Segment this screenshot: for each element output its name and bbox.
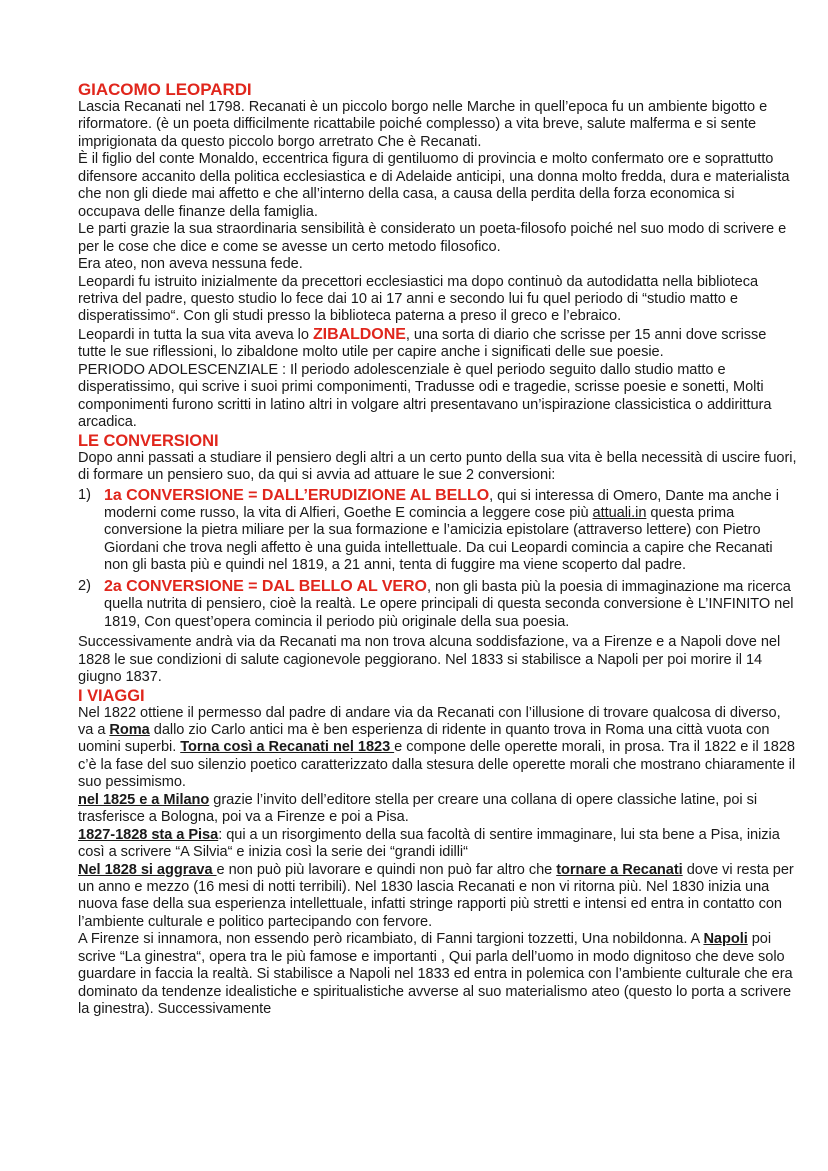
- text: Leopardi in tutta la sua vita aveva lo: [78, 326, 313, 343]
- intro-paragraph: Leopardi fu istruito inizialmente da precettori ecclesiastici ma dopo continuò da autodidatta nella biblioteca retriva del padre, questo studio lo fece dai 10 ai 17 anni e secondo lui fu quel periodo di “studio matto e disperatissimo“. Con gli studi presso la biblioteca paterna a preso il greco e l’ebraico.: [78, 273, 759, 325]
- text: , non gli basta più la poesia di immaginazione ma ricerca quella nutrita di pensiero, cioè la realtà. Le opere principali di questa seconda conversione è L’INFINITO nel 1819, Con quest’opera comincia il periodo più originale della sua poesia.: [104, 578, 794, 630]
- intro-paragraph: Era ateo, non aveva nessuna fede.: [78, 256, 303, 273]
- viaggi-paragraph: [78, 931, 798, 1018]
- pisa-emphasis: 1827-1828 sta a Pisa: [78, 826, 219, 843]
- document-page: [78, 81, 798, 1019]
- text: poi scrive “La ginestra“, opera tra le più famose e importanti , Qui parla dell’uomo in modo dignitoso che deve solo guardare in faccia la realtà. Si stabilisce a Napoli nel 1833 ed entra in polemica con l’ambiente culturale che era dominato da tendenze idealistiche e spiritualistiche avverse al suo materialismo ateo (questo lo porta a scrivere la ginestra). Successivamente: [78, 931, 793, 1018]
- intro-paragraph: Lascia Recanati nel 1798. Recanati è un piccolo borgo nelle Marche in quell’epoca fu un ambiente bigotto e riformatore. (è un poeta difficilmente ricattabile poiché complesso) a vita breve, salute malferma e si sente imprigionata da questo piccolo borgo arretrato Che è Recanati.: [78, 99, 768, 150]
- page-title: GIACOMO LEOPARDI: [78, 80, 252, 99]
- viaggi-paragraph: [78, 827, 798, 862]
- text: Nel 1822 ottiene il permesso dal padre di andare via da Recanati con l’illusione di trovare qualcosa di diverso, va a: [78, 704, 781, 738]
- text: grazie l’invito dell’editore stella per creare una collana di opere classiche latine, poi si trasferisce a Bologna, poi va a Firenze e poi a Pisa.: [78, 791, 758, 826]
- viaggi-paragraph: [78, 792, 798, 827]
- milano-emphasis: nel 1825 e a Milano: [78, 791, 210, 808]
- text: : qui a un risorgimento della sua facoltà di sentire immaginare, lui sta bene a Pisa, inizia così a scrivere “A Silvia“ e inizia così la serie dei “grandi idilli“: [78, 826, 780, 861]
- zibaldone-paragraph: [78, 326, 798, 362]
- text: A Firenze si innamora, non essendo però ricambiato, di Fanni targioni tozzetti, Una nobildonna. A: [78, 931, 704, 948]
- zibaldone-highlight: ZIBALDONE: [312, 325, 406, 343]
- text: , una sorta di diario che scrisse per 15 anni dove scrisse tutte le sue riflessioni, lo zibaldone molto utile per capire anche i significati delle sue poesie.: [78, 326, 767, 361]
- viaggi-paragraph: [78, 705, 798, 792]
- list-number: 1): [78, 486, 91, 503]
- text: questa prima conversione la pietra miliare per la sua formazione e l’amicizia epistolare (attraverso lettere) con Pietro Giordani che trova negli affetto è una guida intellettuale. Da cui Leopardi comincia a capire che Recanati non gli basta più e quindi nel 1819, a 21 anni, tenta di fuggire ma viene scoperto dal padre.: [104, 504, 773, 574]
- conversioni-intro: Dopo anni passati a studiare il pensiero degli altri a un certo punto della sua vita è bella necessità di uscire fuori, di formare un pensiero suo, da qui si avvia ad attuare le sue 2 conversioni:: [78, 449, 797, 484]
- section-heading-viaggi: I VIAGGI: [78, 686, 145, 705]
- viaggi-paragraph: [78, 862, 798, 932]
- list-number: 2): [78, 577, 91, 594]
- torna-emphasis: Torna così a Recanati nel 1823: [180, 739, 395, 756]
- conversione-highlight: 2a CONVERSIONE = DAL BELLO AL VERO: [104, 577, 427, 595]
- attuali-link[interactable]: attuali.in: [592, 504, 647, 521]
- section-heading-conversioni: LE CONVERSIONI: [78, 431, 219, 450]
- conversioni-list: [78, 487, 798, 632]
- intro-paragraph: È il figlio del conte Monaldo, eccentrica figura di gentiluomo di provincia e molto confermato ore e soprattutto difensore accanito della politica ecclesiastica e di Adelaide anticipi, una donna molto fredda, dura e materialista che non gli diede mai affetto e che all’interno della casa, a causa della perdita della forza economica si occupava delle finanze della famiglia.: [78, 151, 790, 220]
- text: dallo zio Carlo antici ma è ben esperienza di ridente in quanto trova in Roma una città vuota con uomini superbi.: [78, 721, 770, 756]
- text: e compone delle operette morali, in prosa. Tra il 1822 e il 1828 c’è la fase del suo silenzio poetico caratterizzato dalla stesura delle operette morali che mostrano chiaramente il suo pessimismo.: [78, 739, 796, 791]
- list-item: [78, 487, 798, 575]
- conversione-highlight: 1a CONVERSIONE = DALL’ERUDIZIONE AL BELLO: [104, 486, 490, 504]
- roma-emphasis: Roma: [109, 721, 150, 738]
- tornare-emphasis: tornare a Recanati: [556, 861, 683, 878]
- text: e non può più lavorare e quindi non può far altro che: [216, 861, 557, 878]
- conversioni-outro: Successivamente andrà via da Recanati ma non trova alcuna soddisfazione, va a Firenze e a Napoli dove nel 1828 le sue condizioni di salute cagionevole peggiorano. Nel 1833 si stabilisce a Napoli per poi morire il 14 giugno 1837.: [78, 634, 781, 686]
- napoli-emphasis: Napoli: [703, 931, 748, 948]
- text: , qui si interessa di Omero, Dante ma anche i moderni come russo, la vita di Alfieri, Goethe E comincia a leggere cose più: [104, 487, 779, 521]
- aggrava-emphasis: Nel 1828 si aggrava: [78, 861, 217, 878]
- text: dove vi resta per un anno e mezzo (16 mesi di notti terribili). Nel 1830 lascia Recanati e non vi ritorna più. Nel 1830 inizia una nuova fase della sua esperienza intellettuale, infatti stringe rapporti più stretti e intensi ed entra in contatto con l’ambiente culturale e politico partecipando con fervore.: [78, 861, 794, 930]
- intro-paragraph: Le parti grazie la sua straordinaria sensibilità è considerato un poeta-filosofo poiché nel suo modo di scrivere e per le cose che dice e come se avesse un certo metodo filosofico.: [78, 221, 787, 255]
- list-item: [78, 578, 798, 631]
- adolescenziale-paragraph: PERIODO ADOLESCENZIALE : Il periodo adolescenziale è quel periodo seguito dallo studio matto e disperatissimo, qui scrive i suoi primi componimenti, Tradusse odi e tragedie, scrisse poesie e sonetti, Molti componimenti furono scritti in latino altri in volgare altri presentavano un’ispirazione classicistica o addirittura arcadica.: [78, 361, 772, 431]
